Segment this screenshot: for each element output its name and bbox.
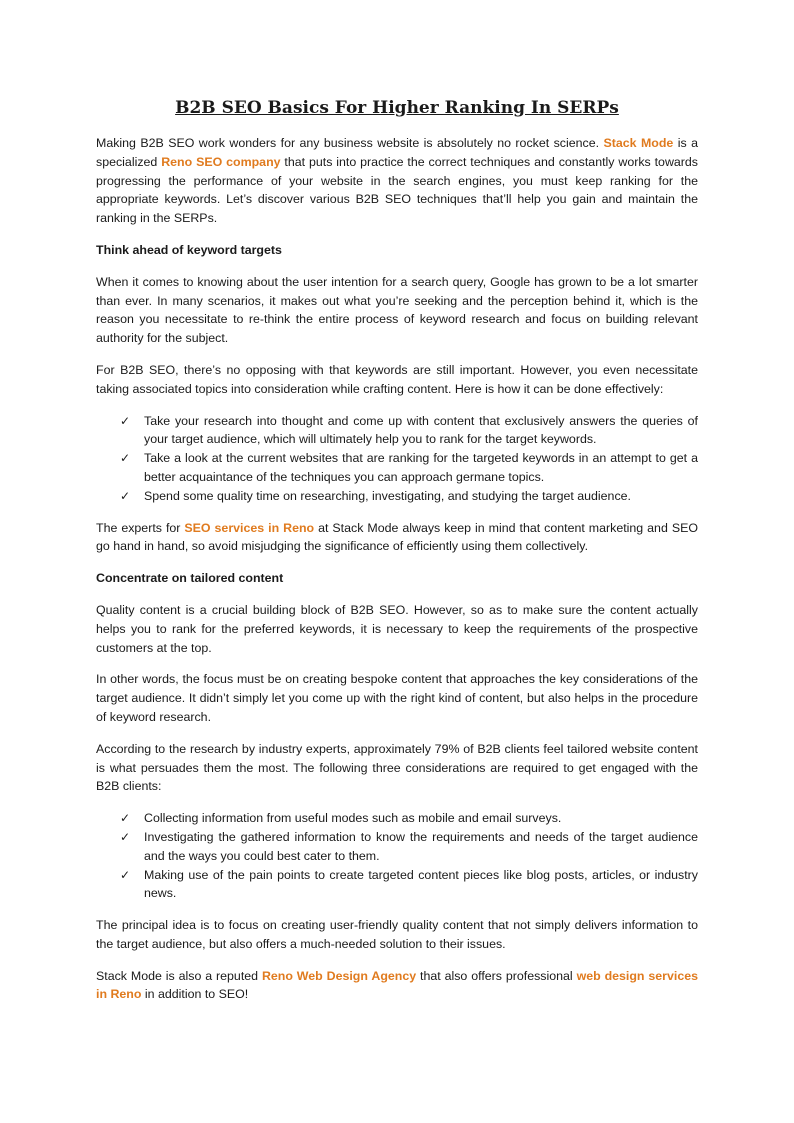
reno-seo-company-link[interactable]: Reno SEO company <box>161 154 281 169</box>
list-item-text: Spend some quality time on researching, investigating, and studying the target audience. <box>144 488 631 503</box>
paragraph: Quality content is a crucial building block of B2B SEO. However, so as to make sure the content actually helps you to rank for the preferred keywords, it is necessary to keep the requirements of the prospective customers at the top. <box>96 602 698 655</box>
list-item-text: Take a look at the current websites that are ranking for the targeted keywords in an attempt to get a better acquaintance of the techniques you can approach germane topics. <box>144 451 698 484</box>
list-item-text: Collecting information from useful modes such as mobile and email surveys. <box>144 811 562 826</box>
web-design-services-reno-link[interactable]: web design services in Reno <box>96 968 699 1002</box>
intro-text: is a specialized <box>96 136 699 169</box>
paragraph-text: The experts for <box>96 520 185 535</box>
intro-paragraph <box>96 134 698 228</box>
paragraph: According to the research by industry experts, approximately 79% of B2B clients feel tailored website content is what persuades them the most. The following three considerations are required to get engaged with the B2B clients: <box>96 741 698 794</box>
paragraph: When it comes to knowing about the user intention for a search query, Google has grown to be a lot smarter than ever. In many scenarios, it makes out what you’re seeking and the perception behind it, which is the reason you necessitate to re-think the entire process of keyword research and focus on building relevant authority for the subject. <box>96 274 698 346</box>
list-item <box>120 412 698 450</box>
section-heading-keyword-targets: Think ahead of keyword targets <box>96 242 282 257</box>
paragraph: For B2B SEO, there’s no opposing with that keywords are still important. However, you even necessitate taking associated topics into consideration while crafting content. Here is how it can be done effectively: <box>96 362 698 396</box>
document-page <box>96 96 698 1017</box>
paragraph: The principal idea is to focus on creating user-friendly quality content that not simply delivers information to the target audience, but also offers a much-needed solution to their issues. <box>96 918 698 951</box>
intro-text: that puts into practice the correct techniques and constantly works towards progressing the performance of your website in the search engines, you must keep ranking for the appropriate keywords. Let’s discover various B2B SEO techniques that’ll help you gain and maintain the ranking in the SERPs. <box>96 154 698 226</box>
list-item <box>120 866 698 904</box>
checkmark-icon: ✓ <box>120 867 131 882</box>
list-item <box>120 449 698 487</box>
stack-mode-link[interactable]: Stack Mode <box>603 136 674 150</box>
paragraph-text: at Stack Mode always keep in mind that content marketing and SEO go hand in hand, so avoid misjudging the significance of efficiently using them collectively. <box>96 520 698 554</box>
paragraph <box>96 519 698 557</box>
list-item <box>120 487 698 506</box>
checkmark-icon: ✓ <box>120 811 131 826</box>
bullet-list-clients <box>96 809 698 903</box>
list-item <box>120 828 698 866</box>
paragraph-text: that also offers professional <box>416 968 577 983</box>
section-heading-tailored-content: Concentrate on tailored content <box>96 571 284 586</box>
page-title: B2B SEO Basics For Higher Ranking In SERPs <box>175 98 619 118</box>
intro-text: Making B2B SEO work wonders for any business website is absolutely no rocket science. <box>96 136 604 150</box>
paragraph: In other words, the focus must be on creating bespoke content that approaches the key considerations of the target audience. It didn’t simply let you come up with the right kind of content, but also helps in the procedure of keyword research. <box>96 672 698 724</box>
checkmark-icon: ✓ <box>120 829 131 844</box>
paragraph-text: Stack Mode is also a reputed <box>96 968 262 983</box>
list-item-text: Making use of the pain points to create targeted content pieces like blog posts, articles, or industry news. <box>144 867 698 901</box>
checkmark-icon: ✓ <box>120 451 131 466</box>
paragraph-text: in addition to SEO! <box>141 987 249 1002</box>
closing-paragraph <box>96 967 698 1005</box>
checkmark-icon: ✓ <box>120 488 131 503</box>
list-item-text: Investigating the gathered information to know the requirements and needs of the target audience and the ways you could best cater to them. <box>144 829 698 863</box>
seo-services-reno-link[interactable]: SEO services in Reno <box>184 520 315 535</box>
list-item-text: Take your research into thought and come up with content that exclusively answers the queries of your target audience, which will ultimately help you to rank for the target keywords. <box>144 413 698 447</box>
bullet-list-keywords <box>96 412 698 506</box>
checkmark-icon: ✓ <box>120 413 131 428</box>
list-item <box>120 809 698 828</box>
reno-web-design-agency-link[interactable]: Reno Web Design Agency <box>261 968 417 983</box>
